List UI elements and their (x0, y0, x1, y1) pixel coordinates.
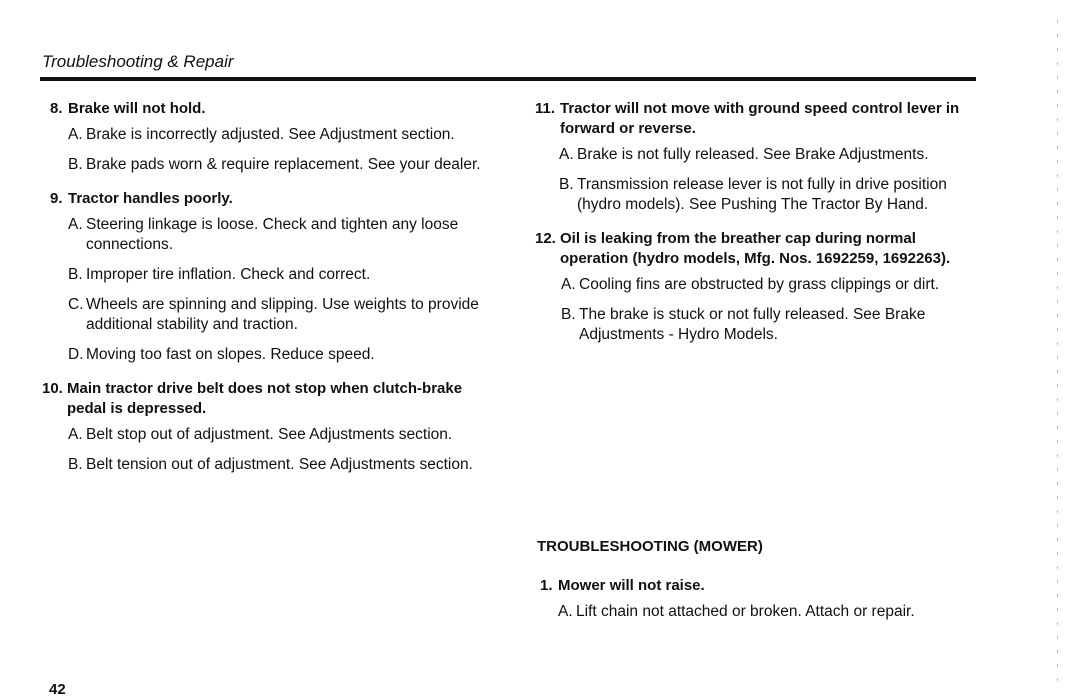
scan-edge-line (1057, 20, 1058, 690)
cause-text: Brake is incorrectly adjusted. See Adjustment section. (86, 126, 455, 143)
cause-text: Improper tire inflation. Check and correct. (86, 266, 371, 283)
item-title: Brake will not hold. (68, 100, 206, 117)
cause-text: Belt stop out of adjustment. See Adjustments section. (86, 426, 453, 443)
cause-text: Brake pads worn & require replacement. See your dealer. (86, 156, 481, 173)
cause (559, 175, 985, 215)
cause-letter: D. (68, 346, 84, 363)
cause-text: Cooling fins are obstructed by grass clippings or dirt. (579, 276, 940, 293)
item-title: Mower will not raise. (558, 577, 705, 594)
item-number: 12. (535, 230, 556, 247)
trouble-item-8 (50, 99, 490, 175)
cause-letter: A. (559, 146, 574, 163)
cause (68, 265, 490, 285)
cause-letter: A. (68, 426, 83, 443)
cause-letter: B. (68, 456, 83, 473)
item-title: Main tractor drive belt does not stop when clutch-brake pedal is depressed. (67, 380, 463, 417)
section-title-mower: TROUBLESHOOTING (MOWER) (537, 538, 763, 555)
mower-item-1 (540, 576, 990, 622)
cause-text: The brake is stuck or not fully released. See Brake Adjustments - Hydro Models. (579, 306, 926, 343)
cause (68, 295, 490, 335)
item-number: 1. (540, 577, 553, 594)
cause (558, 602, 990, 622)
cause (68, 455, 490, 475)
item-number: 10. (42, 380, 63, 397)
cause-letter: B. (68, 156, 83, 173)
cause-letter: A. (558, 603, 573, 620)
cause (68, 155, 490, 175)
item-number: 9. (50, 190, 63, 207)
item-title: Tractor will not move with ground speed control lever in forward or reverse. (560, 100, 960, 137)
cause-text: Lift chain not attached or broken. Attach or repair. (576, 603, 915, 620)
cause (561, 275, 985, 295)
cause-text: Transmission release lever is not fully in drive position (hydro models). See Pushing The Tractor By Hand. (577, 176, 947, 213)
cause-text: Belt tension out of adjustment. See Adjustments section. (86, 456, 473, 473)
cause-text: Brake is not fully released. See Brake Adjustments. (577, 146, 929, 163)
cause (559, 145, 985, 165)
item-number: 11. (535, 100, 556, 117)
trouble-item-12 (535, 229, 985, 345)
cause-letter: B. (561, 306, 576, 323)
page-header-title: Troubleshooting & Repair (42, 52, 234, 71)
trouble-item-11 (535, 99, 985, 215)
cause-text: Moving too fast on slopes. Reduce speed. (86, 346, 375, 363)
right-column (535, 99, 985, 359)
cause (68, 345, 490, 365)
item-title: Oil is leaking from the breather cap during normal operation (hydro models, Mfg. Nos. 1692259, 1692263). (560, 230, 951, 267)
cause (561, 305, 985, 345)
mower-section (540, 576, 990, 636)
cause-letter: C. (68, 296, 84, 313)
header-rule (40, 77, 976, 81)
cause-text: Wheels are spinning and slipping. Use weights to provide additional stability and traction. (86, 296, 479, 333)
cause-letter: A. (561, 276, 576, 293)
trouble-item-9 (50, 189, 490, 365)
trouble-item-10 (42, 379, 490, 475)
cause-letter: A. (68, 216, 83, 233)
cause-letter: A. (68, 126, 83, 143)
cause-letter: B. (68, 266, 83, 283)
cause (68, 425, 490, 445)
cause (68, 215, 490, 255)
page-number: 42 (49, 681, 66, 698)
cause (68, 125, 490, 145)
item-title: Tractor handles poorly. (68, 190, 233, 207)
cause-letter: B. (559, 176, 574, 193)
cause-text: Steering linkage is loose. Check and tighten any loose connections. (86, 216, 459, 253)
item-number: 8. (50, 100, 63, 117)
left-column (42, 99, 490, 489)
